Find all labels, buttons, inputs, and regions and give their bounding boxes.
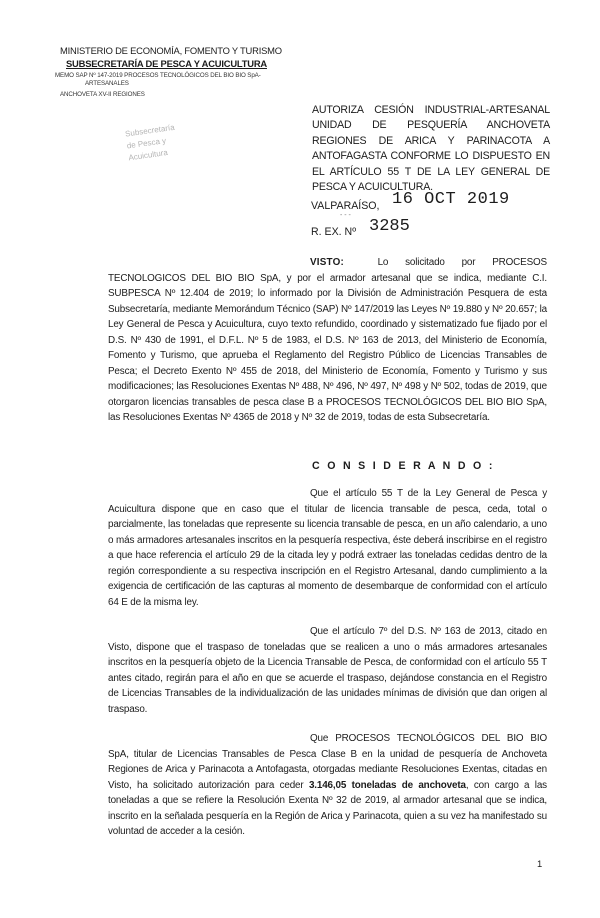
visto-text: Lo solicitado por PROCESOS TECNOLOGICOS DEL BIO BIO SpA, y por el armador artesanal que se indica, mediante C.I. SUBPESCA Nº 12.404 de 2019; lo informado por la División de Administración Pesquera de esta Subsecretaría, mediante Memorándum Técnico (SAP) Nº 147/2019 las Leyes Nº 19.880 y Nº 20.657; la Ley General de Pesca y Acuicultura, cuyo texto refundido, coordinado y sistematizado fue fijado por el D.S. Nº 430 de 1991, el D.F.L. Nº 5 de 1983, el D.S. Nº 163 de 2013, del Ministerio de Economía, Fomento y Turismo, que aprueba el Reglamento del Registro Público de Licencias Transables de Pesca; el Decreto Exento Nº 455 de 2018, del Ministerio de Economía, Fomento y Turismo y sus modificaciones; las Resoluciones Exentas Nº 488, Nº 496, Nº 497, Nº 498 y Nº 502, todas de 2019, que otorgaron licencias transables de pesca clase B a PROCESOS TECNOLÓGICOS DEL BIO BIO SpA, las Resoluciones Exentas Nº 4365 de 2018 y Nº 32 de 2019, todas de esta Subsecretaría. [108,257,547,423]
stamp-line: Subsecretaría [124,122,176,139]
memo-line: MEMO SAP Nº 147-2019 PROCESOS TECNOLÓGICOS DEL BIO BIO SpA- [55,72,261,79]
considerando-heading: C O N S I D E R A N D O : [312,460,495,472]
considerando-paragraph-1: Que el artículo 55 T de la Ley General de Pesca y Acuicultura dispone que en caso que el titular de licencia transable de pesca, ceda, total o parcialmente, las toneladas que represente su licencia transable de pesca, en un año calendario, a uno o más armadores artesanales inscritos en la pesquería respectiva, éste deberá inscribirse en el registro a que hace referencia el artículo 29 de la citada ley y podrá extraer las toneladas cedidas dentro de la región correspondiente a su respectiva inscripción en el Registro Artesanal, dando cumplimiento a la exigencia de certificación de las capturas al momento de desembarque de conformidad con el artículo 64 E de la misma ley. [108,488,547,608]
stamp-line: Acuicultura [127,147,169,163]
tonnage-highlight: 3.146,05 toneladas de anchoveta [308,779,466,791]
paragraph-text: , con cargo a las toneladas a que se refiere la Resolución Exenta Nº 32 de 2019, al armador artesanal que se indica, inscrito en la señalada pesquería en la Región de Arica y Parinacota, quien a su vez ha manifestado su voluntad de acceder a la cesión. [108,779,547,837]
considerando-paragraph-3 [108,731,547,840]
date-stamp: 16 OCT 2019 [392,190,510,209]
visto-paragraph [108,255,547,426]
stamp-line: de Pesca y [126,136,167,151]
resolution-title: AUTORIZA CESIÓN INDUSTRIAL-ARTESANAL UNIDAD DE PESQUERÍA ANCHOVETA REGIONES DE ARICA Y PARINACOTA A ANTOFAGASTA CONFORME LO DISPUESTO EN EL ARTÍCULO 55 T DE LA LEY GENERAL DE PESCA Y ACUICULTURA. [312,104,550,194]
page-number: 1 [537,858,543,869]
rex-number: 3285 [369,217,410,236]
subsecretaria-name: SUBSECRETARÍA DE PESCA Y ACUICULTURA [66,58,267,69]
underline-mark: - - - [340,212,351,219]
visto-label: VISTO: [310,257,344,268]
ministry-name: MINISTERIO DE ECONOMÍA, FOMENTO Y TURISMO [60,45,282,56]
considerando-paragraph-2: Que el artículo 7º del D.S. Nº 163 de 2013, citado en Visto, dispone que el traspaso de toneladas que se realicen a uno o más armadores artesanales inscritos en la pesquería objeto de la Licencia Transable de Pesca, de conformidad con el artículo 55 T antes citado, regirán para el año en que se acuerde el traspaso, dejándose constancia en el Registro de Licencias Transables de la individualización de las unidades mínimas de división que dan origen al traspaso. [108,626,547,715]
memo-line: ARTESANALES [85,80,129,88]
rex-label: R. EX. Nº [311,226,357,238]
paragraph-text: Que PROCESOS TECNOLÓGICOS DEL BIO BIO SpA, titular de Licencias Transables de Pesca Clase B en la unidad de pesquería de Anchoveta Regiones de Arica y Parinacota a Antofagasta, otorgadas mediante Resoluciones Exentas, citadas en Visto, ha solicitado autorización para ceder [108,733,547,791]
memo-reference [55,72,261,99]
place-label: VALPARAÍSO, [311,200,380,212]
memo-line: ANCHOVETA XV-II REGIONES [60,90,145,98]
reception-stamp [124,120,195,184]
